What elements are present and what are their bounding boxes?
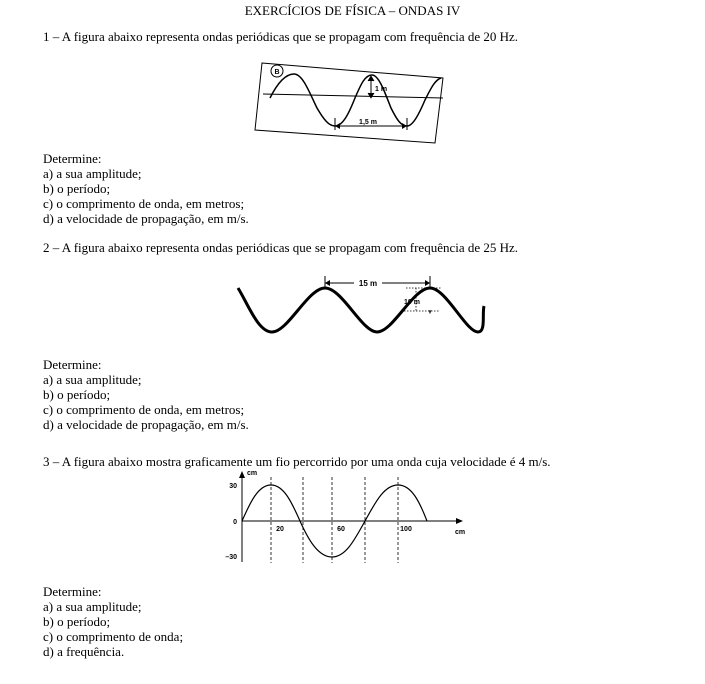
vertical-label: 10 m	[404, 299, 420, 306]
determine-label: Determine:	[43, 584, 102, 599]
panel-label: B	[274, 69, 280, 76]
item-a: a) a sua amplitude;	[43, 166, 142, 181]
y-tick-minus-30: –30	[225, 554, 237, 561]
y-tick-0: 0	[233, 519, 237, 526]
horizontal-label: 15 m	[358, 279, 378, 288]
question-1-determine-list	[43, 151, 249, 226]
item-a: a) a sua amplitude;	[43, 372, 142, 387]
question-3-wave-graph	[220, 467, 470, 567]
question-1-statement: 1 – A figura abaixo representa ondas periódicas que se propagam com frequência de 20 Hz.	[43, 29, 519, 44]
wavelength-label: 1,5 m	[359, 119, 377, 126]
determine-label: Determine:	[43, 151, 102, 166]
question-2-statement: 2 – A figura abaixo representa ondas periódicas que se propagam com frequência de 25 Hz.	[43, 240, 519, 255]
question-3-determine-list	[43, 584, 183, 659]
item-d: d) a velocidade de propagação, em m/s.	[43, 417, 249, 432]
y-tick-30: 30	[229, 483, 237, 490]
wave-axis	[263, 94, 443, 98]
question-2-wave-figure	[236, 274, 486, 344]
question-3-statement: 3 – A figura abaixo mostra graficamente um fio percorrido por uma onda cuja velocidade é 4 m/s.	[43, 454, 551, 469]
vertical-arrowhead	[429, 310, 431, 313]
question-2-determine-list	[43, 357, 249, 432]
x-axis-label: cm	[455, 529, 466, 536]
wave-curve	[238, 288, 484, 332]
determine-label: Determine:	[43, 357, 102, 372]
wave-curve	[270, 74, 441, 126]
worksheet-title: EXERCÍCIOS DE FÍSICA – ONDAS IV	[244, 3, 461, 18]
figure-frame	[255, 63, 443, 143]
x-tick-20: 20	[276, 526, 284, 533]
amplitude-label: 1 m	[375, 86, 388, 93]
item-b: b) o período;	[43, 181, 111, 196]
item-c: c) o comprimento de onda;	[43, 629, 184, 644]
item-d: d) a velocidade de propagação, em m/s.	[43, 211, 249, 226]
item-b: b) o período;	[43, 614, 111, 629]
item-d: d) a frequência.	[43, 644, 125, 659]
item-c: c) o comprimento de onda, em metros;	[43, 196, 245, 211]
x-axis-arrowhead	[456, 518, 463, 524]
y-axis-arrowhead	[239, 471, 245, 478]
y-axis-label: cm	[247, 470, 258, 477]
question-1-wave-figure	[255, 58, 450, 144]
item-b: b) o período;	[43, 387, 111, 402]
x-tick-100: 100	[400, 526, 412, 533]
item-c: c) o comprimento de onda, em metros;	[43, 402, 245, 417]
x-tick-60: 60	[337, 526, 345, 533]
item-a: a) a sua amplitude;	[43, 599, 142, 614]
